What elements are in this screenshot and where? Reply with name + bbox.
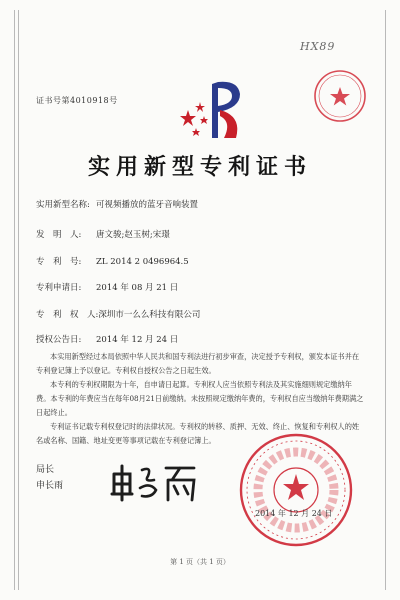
body-paragraph: 本专利的专利权期限为十年，自申请日起算。专利权人应当依照专利法及其实施细则规定缴纳年费。本专利的年费应当在每年08月21日前缴纳。未按照规定缴纳年费的，专利权自应当缴纳年费期满之日起终止。 (36, 380, 364, 417)
director-signature-icon (108, 460, 203, 505)
field-application-date (36, 281, 178, 293)
left-border-line-inner (18, 10, 19, 590)
cnipa-emblem-icon (178, 72, 248, 142)
field-patentee (36, 308, 200, 320)
field-value: 深圳市一么么科技有限公司 (98, 310, 201, 320)
patent-office-seal-icon (312, 68, 368, 124)
field-label: 发 明 人: (36, 230, 82, 240)
cnipa-official-seal-icon (238, 432, 354, 548)
body-paragraph: 专利证书记载专利权登记时的法律状况。专利权的转移、质押、无效、终止、恢复和专利权人的姓名或名称、国籍、地址变更等事项记载在专利登记簿上。 (36, 422, 360, 445)
field-value: 唐文骏;赵玉树;宋璟 (96, 230, 170, 240)
field-value: 可视频播放的蓝牙音响装置 (96, 200, 199, 210)
field-label: 实用新型名称: (36, 200, 90, 210)
left-border-line (14, 10, 15, 590)
director-name: 申长雨 (36, 481, 64, 491)
field-grant-date (36, 333, 178, 345)
director-title: 局长 (36, 465, 55, 475)
right-border-line (385, 10, 386, 590)
handwritten-note: HX89 (300, 40, 336, 53)
field-value: ZL 2014 2 0496964.5 (96, 257, 189, 267)
field-inventor (36, 228, 170, 240)
field-value: 2014 年 12 月 24 日 (96, 335, 179, 345)
field-label: 授权公告日: (36, 335, 82, 345)
body-paragraph: 本实用新型经过本局依照中华人民共和国专利法进行初步审查，决定授予专利权，颁发本证书并在专利登记簿上予以登记。专利权自授权公告之日起生效。 (36, 352, 360, 375)
page-footer: 第 1 页（共 1 页） (170, 558, 230, 566)
field-label: 专 利 号: (36, 257, 82, 267)
field-label: 专利申请日: (36, 283, 82, 293)
field-patent-number (36, 255, 189, 267)
field-label: 专 利 权 人: (36, 310, 99, 320)
director-label (36, 462, 63, 494)
field-value: 2014 年 08 月 21 日 (96, 283, 179, 293)
certificate-title: 实用新型专利证书 (87, 154, 312, 180)
certificate-number: 证书号第4010918号 (36, 96, 118, 105)
field-utility-model-name (36, 198, 198, 210)
seal-date: 2014 年 12 月 24 日 (255, 509, 333, 518)
